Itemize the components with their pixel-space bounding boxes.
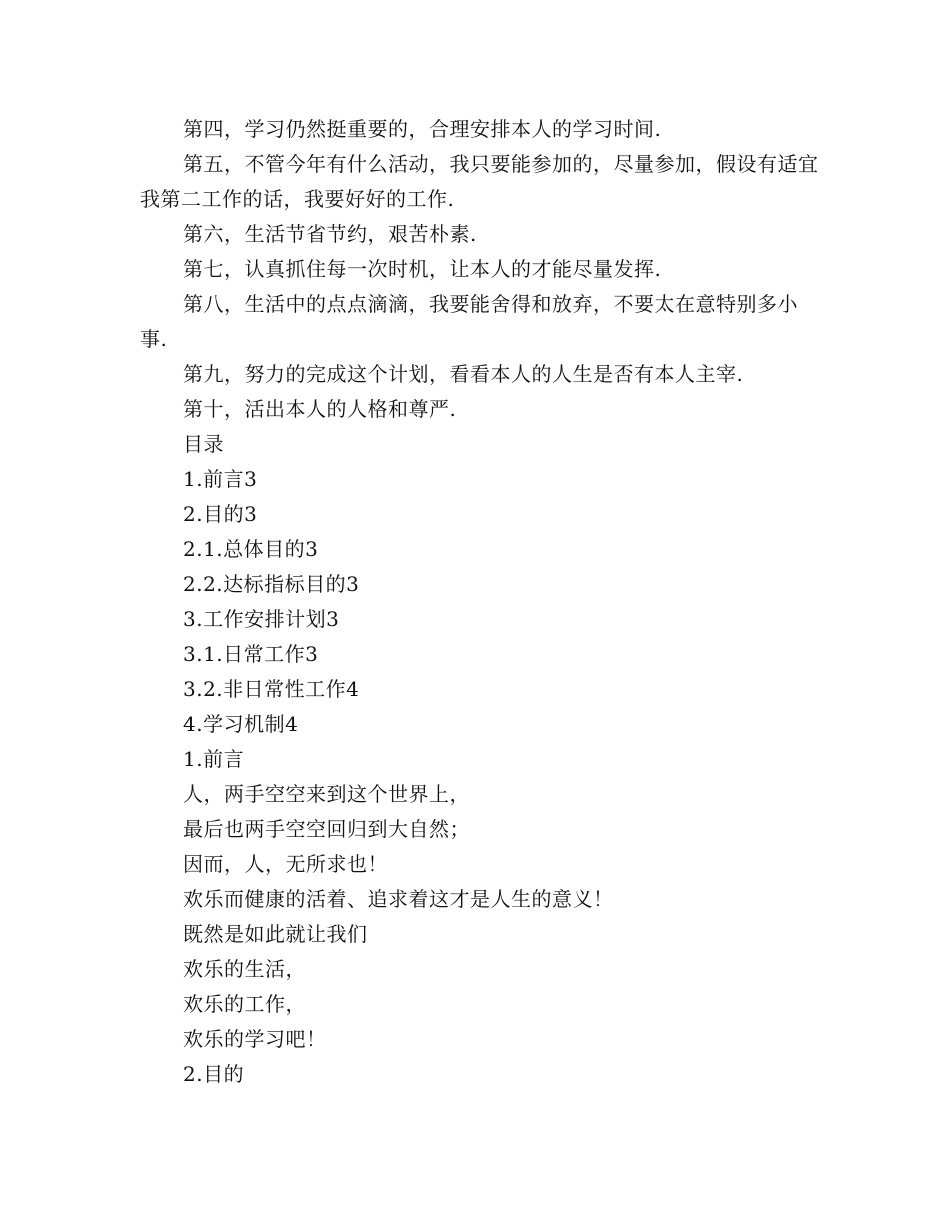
paragraph-eighth: 第八，生活中的点点滴滴，我要能舍得和放弃，不要太在意特别多小事. bbox=[140, 292, 798, 351]
toc-title: 目录 bbox=[183, 432, 224, 456]
toc-item: 2.1.总体目的3 bbox=[183, 537, 319, 561]
toc-item: 4.学习机制4 bbox=[183, 712, 299, 736]
preface-line: 欢乐的工作， bbox=[183, 992, 306, 1016]
preface-line: 欢乐的生活， bbox=[183, 957, 306, 981]
preface-text bbox=[140, 777, 820, 1057]
toc-list bbox=[140, 462, 820, 742]
preface-line: 欢乐而健康的活着、追求着这才是人生的意义！ bbox=[183, 887, 614, 911]
paragraph-fifth: 第五，不管今年有什么活动，我只要能参加的，尽量参加，假设有适宜我第二工作的话，我要好好的工作. bbox=[140, 152, 819, 211]
preface-line: 人，两手空空来到这个世界上， bbox=[183, 782, 470, 806]
toc-item: 3.1.日常工作3 bbox=[183, 642, 319, 666]
paragraph-tenth: 第十，活出本人的人格和尊严. bbox=[183, 397, 457, 421]
paragraph-sixth: 第六，生活节省节约，艰苦朴素. bbox=[183, 222, 477, 246]
paragraph-seventh: 第七，认真抓住每一次时机，让本人的才能尽量发挥. bbox=[183, 257, 662, 281]
toc-item: 3.工作安排计划3 bbox=[183, 607, 340, 631]
paragraph-fourth: 第四，学习仍然挺重要的，合理安排本人的学习时间. bbox=[183, 117, 662, 141]
preface-line: 最后也两手空空回归到大自然； bbox=[183, 817, 470, 841]
section-heading-purpose: 2.目的 bbox=[183, 1062, 245, 1086]
section-heading-preface: 1.前言 bbox=[183, 747, 245, 771]
toc-item: 2.目的3 bbox=[183, 502, 258, 526]
preface-line: 欢乐的学习吧！ bbox=[183, 1027, 327, 1051]
preface-line: 因而，人，无所求也！ bbox=[183, 852, 388, 876]
toc-item: 1.前言3 bbox=[183, 467, 258, 491]
paragraph-ninth: 第九，努力的完成这个计划，看看本人的人生是否有本人主宰. bbox=[183, 362, 744, 386]
toc-item: 3.2.非日常性工作4 bbox=[183, 677, 360, 701]
toc-item: 2.2.达标指标目的3 bbox=[183, 572, 360, 596]
preface-line: 既然是如此就让我们 bbox=[183, 922, 368, 946]
document-content bbox=[140, 112, 820, 1092]
